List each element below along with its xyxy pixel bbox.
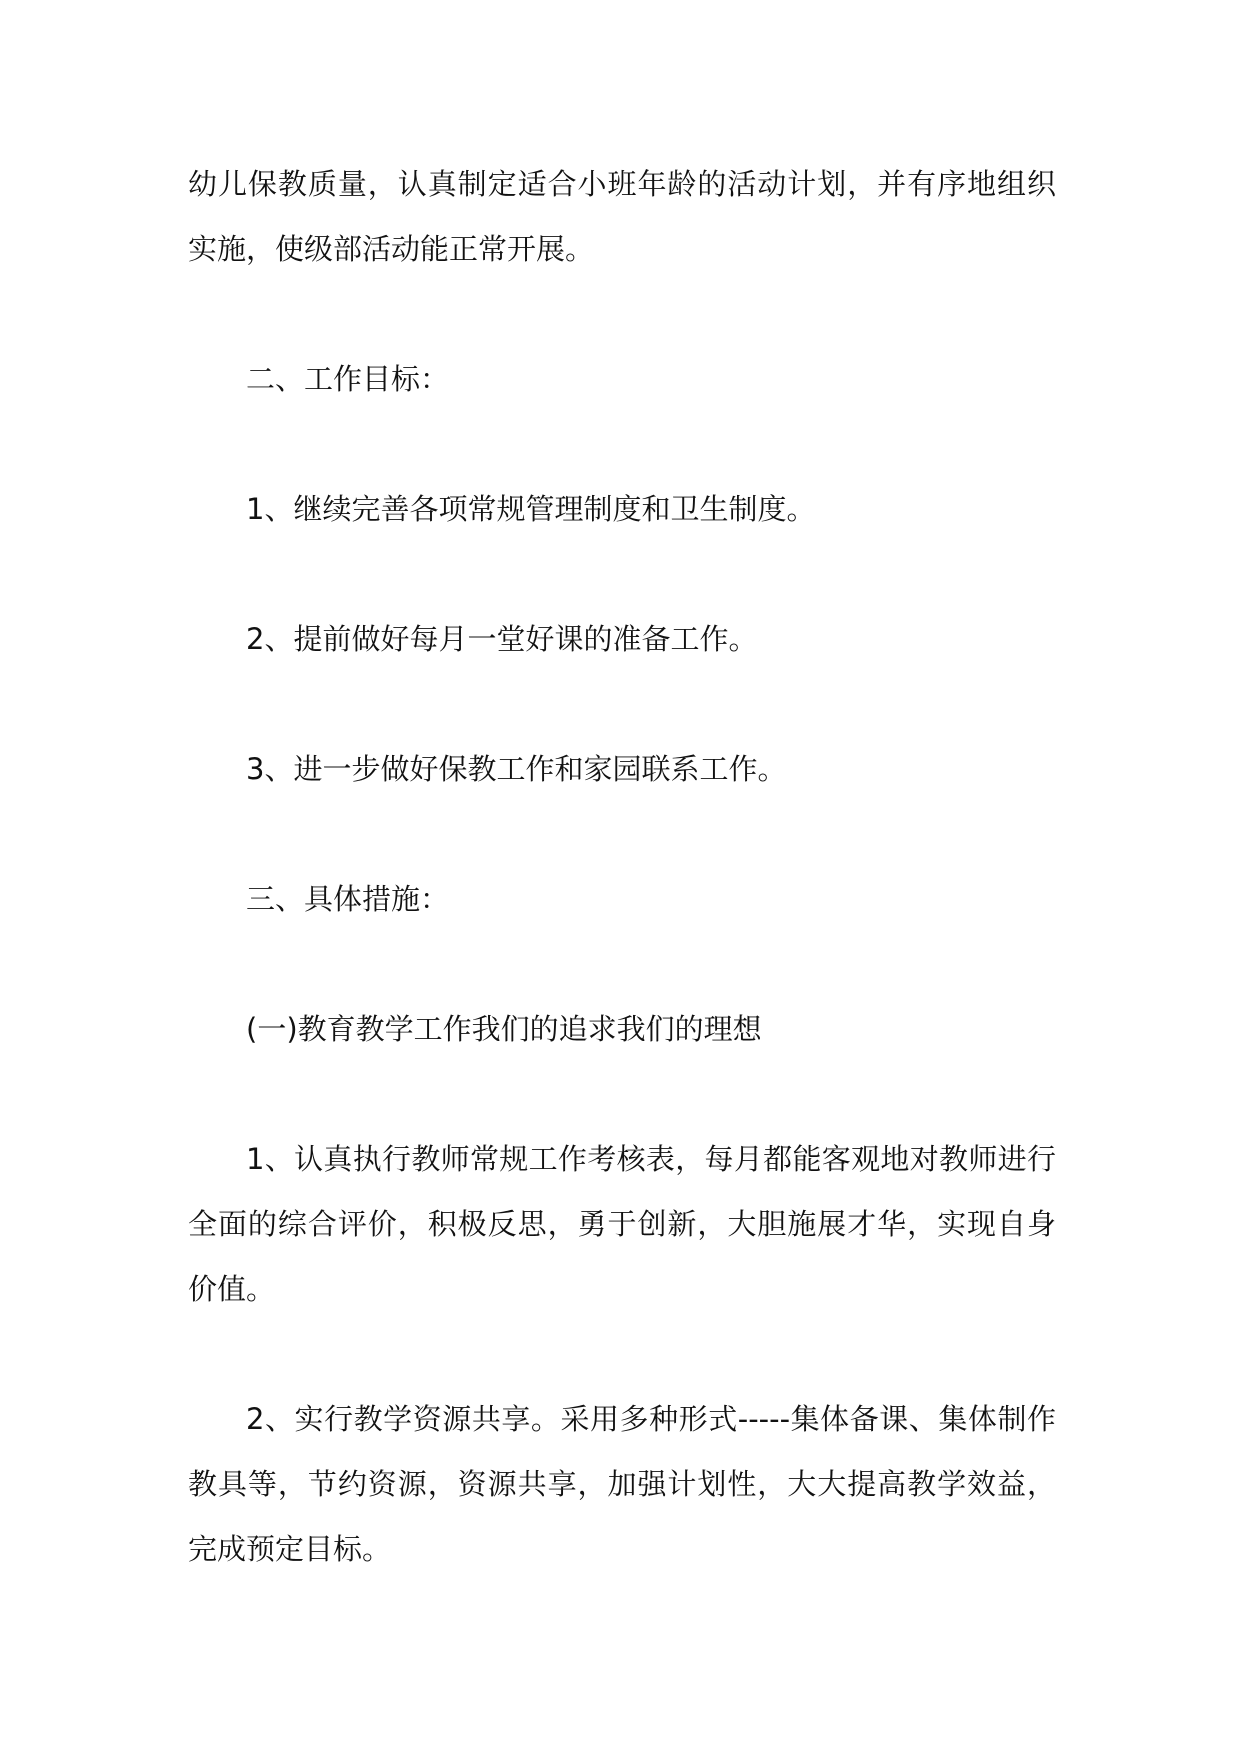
measure-item-2: 2、实行教学资源共享。采用多种形式-----集体备课、集体制作教具等，节约资源，资源共享，加强计划性，大大提高教学效益，完成预定目标。 (188, 1402, 1056, 1566)
goal-item-2: 2、提前做好每月一堂好课的准备工作。 (246, 622, 758, 656)
paragraph-continued: 幼儿保教质量，认真制定适合小班年龄的活动计划，并有序地组织实施，使级部活动能正常开展。 (188, 167, 1056, 266)
section-heading-measures: 三、具体措施： (246, 882, 450, 916)
section-heading-goals: 二、工作目标： (246, 362, 450, 396)
measure-item-1: 1、认真执行教师常规工作考核表，每月都能客观地对教师进行全面的综合评价，积极反思，勇于创新，大胆施展才华，实现自身价值。 (188, 1142, 1056, 1306)
goal-item-3: 3、进一步做好保教工作和家园联系工作。 (246, 752, 787, 786)
goal-item-1: 1、继续完善各项常规管理制度和卫生制度。 (246, 492, 816, 526)
subsection-heading-teaching: (一)教育教学工作我们的追求我们的理想 (246, 1012, 762, 1046)
